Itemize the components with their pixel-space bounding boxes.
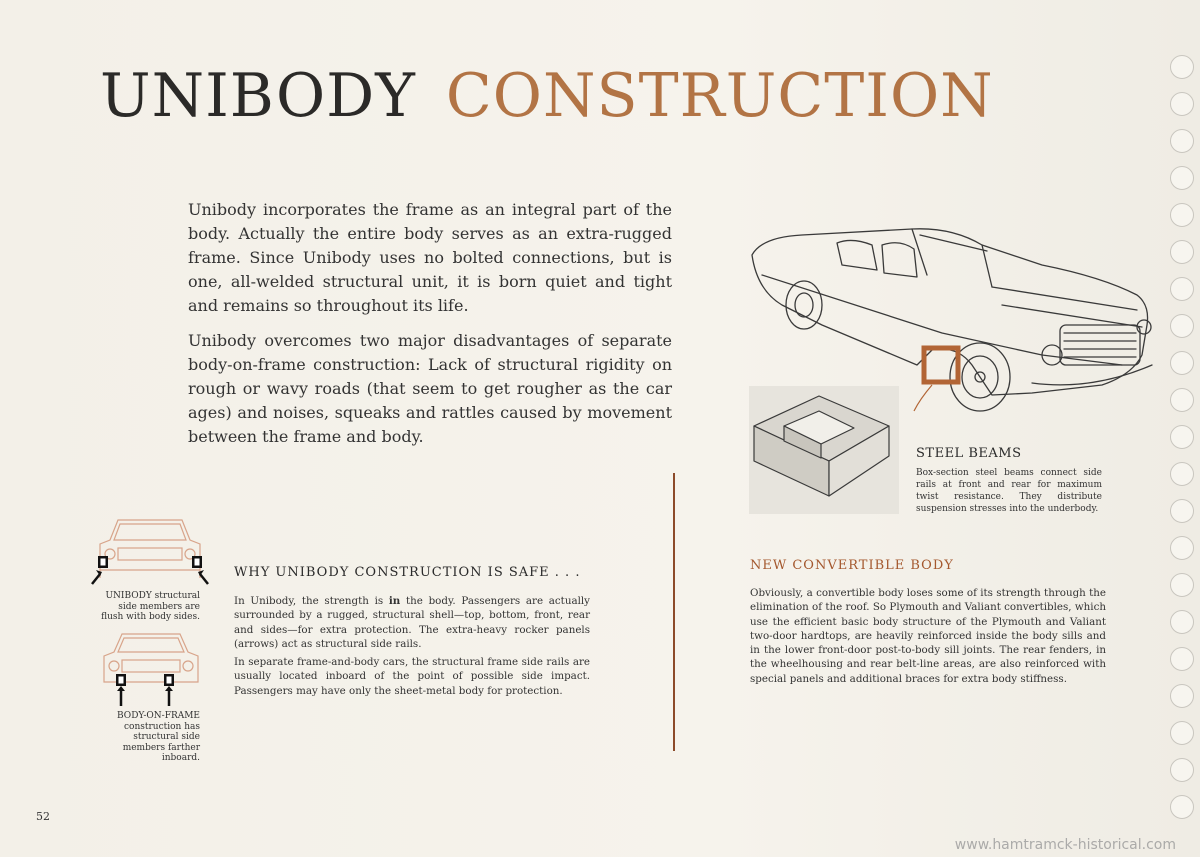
safety-p1-pre: In Unibody, the strength is — [234, 595, 389, 607]
steel-beams-caption: Box-section steel beams connect side rails at front and rear for maximum twist resistance. They distribute suspension stresses into the underbody. — [916, 468, 1102, 514]
safety-heading: WHY UNIBODY CONSTRUCTION IS SAFE . . . — [234, 565, 581, 580]
binder-hole-icon — [1170, 129, 1194, 153]
binder-hole-icon — [1170, 536, 1194, 560]
binder-hole-icon — [1170, 388, 1194, 412]
binder-hole-icon — [1170, 314, 1194, 338]
bof-caption-text: construction has structural side members farther inboard. — [122, 721, 200, 763]
body-on-frame-caption — [96, 711, 200, 764]
intro-paragraph-2: Unibody overcomes two major disadvantages of separate body-on-frame construction: Lack of structural rigidity on rough or wavy roads (that seem to get rougher as the car ages) and noises, squeaks and rattles caused by movement between the frame and body. — [188, 331, 672, 446]
steel-beams-heading: STEEL BEAMS — [916, 446, 1022, 461]
safety-paragraph-1 — [234, 594, 590, 651]
binder-hole-icon — [1170, 573, 1194, 597]
binder-hole-icon — [1170, 499, 1194, 523]
title-word-unibody: UNIBODY — [100, 61, 416, 131]
binder-hole-icon — [1170, 203, 1194, 227]
bof-caption-label: BODY-ON-FRAME — [117, 711, 200, 721]
binder-hole-icon — [1170, 610, 1194, 634]
safety-text — [234, 594, 590, 702]
title-word-construction: CONSTRUCTION — [445, 61, 994, 131]
convertible-heading: NEW CONVERTIBLE BODY — [750, 558, 954, 573]
binder-hole-icon — [1170, 758, 1194, 782]
watermark: www.hamtramck-historical.com — [954, 837, 1176, 853]
unibody-caption-label: UNIBODY — [105, 591, 152, 601]
intro-paragraph-1: Unibody incorporates the frame as an integral part of the body. Actually the entire body serves as an extra-rugged frame. Since Unibody uses no bolted connections, but is one, all-welded structural unit, it is born quiet and tight and remains so throughout its life. — [188, 200, 672, 315]
intro-text — [188, 198, 672, 460]
page-number: 52 — [36, 810, 50, 823]
page-title — [100, 61, 994, 131]
binder-hole-icon — [1170, 351, 1194, 375]
binder-hole-icon — [1170, 277, 1194, 301]
binder-holes — [1170, 0, 1198, 857]
steel-beam-inset-illustration — [749, 386, 899, 514]
convertible-car-illustration — [742, 215, 1162, 415]
binder-hole-icon — [1170, 166, 1194, 190]
unibody-caption-text: structural side members are flush with body sides. — [101, 591, 200, 622]
safety-p1-post: the body. Passengers are actually surrounded by a rugged, structural shell—top, bottom, front, rear and sides—for extra protection. The extra-heavy rocker panels (arrows) act as structural side rails. — [234, 595, 590, 650]
unibody-caption — [96, 591, 200, 623]
binder-hole-icon — [1170, 721, 1194, 745]
unibody-car-diagram — [88, 512, 212, 592]
convertible-body-text: Obviously, a convertible body loses some of its strength through the elimination of the roof. So Plymouth and Valiant convertibles, which use the efficient basic body structure of the Plymouth and Valiant two-door hardtops, are heavily reinforced inside the body sills and in the lower front-door post-to-body sill joints. The rear fenders, in the wheelhousing and rear belt-line areas, are also reinforced with special panels and additional braces for extra body stiffness. — [750, 587, 1106, 685]
binder-hole-icon — [1170, 92, 1194, 116]
column-divider — [673, 473, 675, 751]
binder-hole-icon — [1170, 647, 1194, 671]
binder-hole-icon — [1170, 684, 1194, 708]
safety-paragraph-2: In separate frame-and-body cars, the structural frame side rails are usually located inboard of the point of possible side impact. Passengers may have only the sheet-metal body for protection. — [234, 656, 590, 697]
body-on-frame-car-diagram — [96, 628, 206, 710]
binder-hole-icon — [1170, 795, 1194, 819]
binder-hole-icon — [1170, 240, 1194, 264]
binder-hole-icon — [1170, 462, 1194, 486]
binder-hole-icon — [1170, 55, 1194, 79]
binder-hole-icon — [1170, 425, 1194, 449]
safety-p1-bold: in — [388, 595, 401, 607]
